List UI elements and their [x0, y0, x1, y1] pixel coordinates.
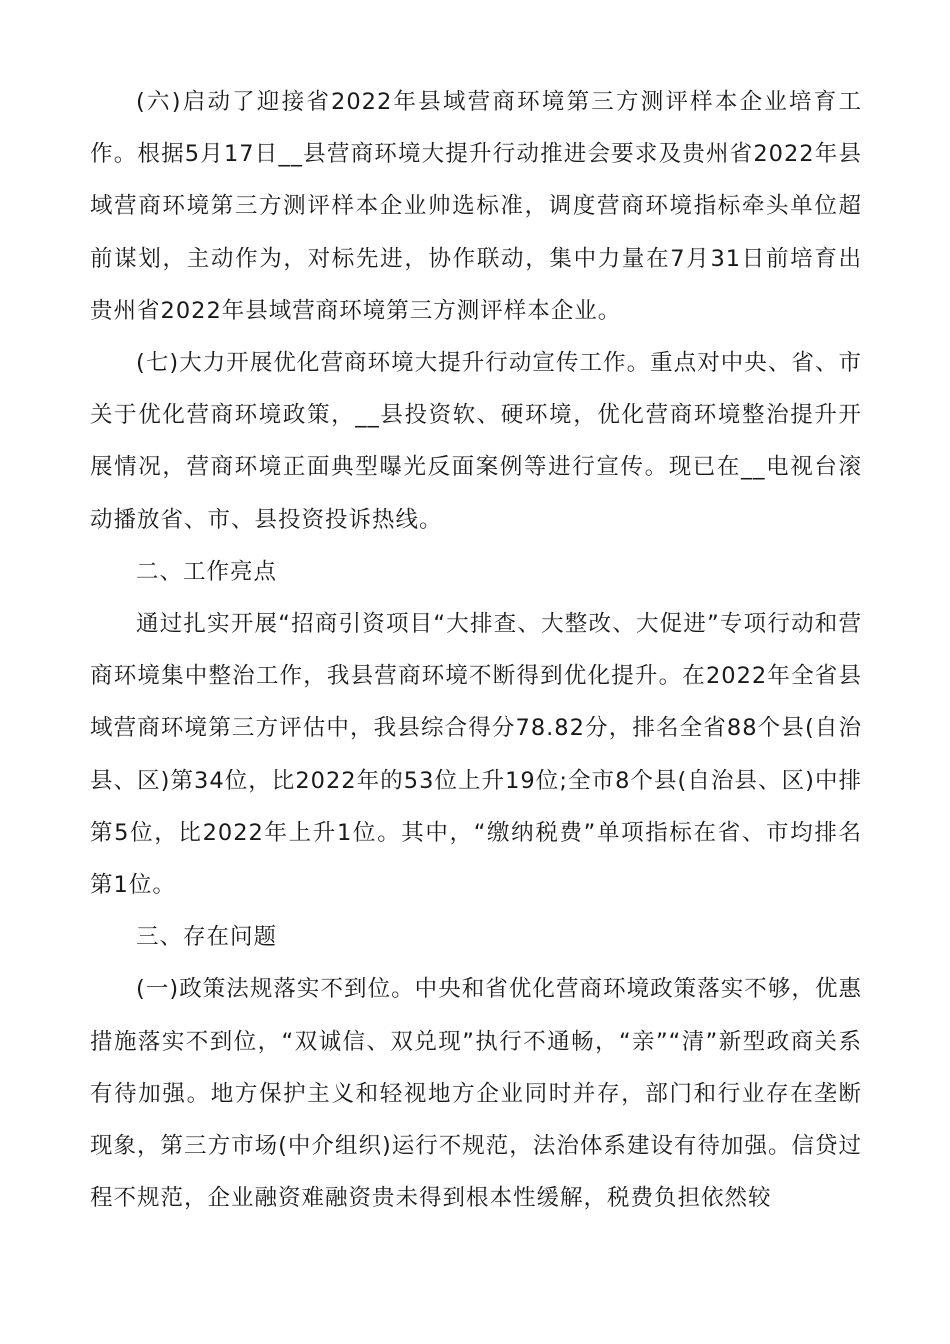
paragraph-highlights: 通过扎实开展“招商引资项目“大排查、大整改、大促进”专项行动和营商环境集中整治工作，我县营商环境不断得到优化提升。在2022年全省县域营商环境第三方评估中，我县综合得分78.82分，排名全省88个县(自治县、区)第34位，比2022年的53位上升19位;全市8个县(自治县、区)中排第5位，比2022年上升1位。其中，“缴纳税费”单项指标在省、市均排名第1位。 [90, 611, 862, 899]
paragraph-problems-1: (一)政策法规落实不到位。中央和省优化营商环境政策落实不够，优惠措施落实不到位，“双诚信、双兑现”执行不通畅，“亲”“清”新型政商关系有待加强。地方保护主义和轻视地方企业同时并存，部门和行业存在垄断现象，第三方市场(中介组织)运行不规范，法治体系建设有待加强。信贷过程不规范，企业融资难融资贵未得到根本性缓解，税费负担依然较 [90, 976, 862, 1212]
document-page [90, 76, 862, 1224]
paragraph-item-6: (六)启动了迎接省2022年县域营商环境第三方测评样本企业培育工作。根据5月17日__县营商环境大提升行动推进会要求及贵州省2022年县域营商环境第三方测评样本企业帅选标准，调度营商环境指标牵头单位超前谋划，主动作为，对标先进，协作联动，集中力量在7月31日前培育出贵州省2022年县域营商环境第三方测评样本企业。 [90, 89, 862, 324]
paragraph-item-7: (七)大力开展优化营商环境大提升行动宣传工作。重点对中央、省、市关于优化营商环境政策，__县投资软、硬环境，优化营商环境整治提升开展情况，营商环境正面典型曝光反面案例等进行宣传。现已在__电视台滚动播放省、市、县投资投诉热线。 [90, 350, 862, 533]
section-heading-highlights: 二、工作亮点 [136, 558, 278, 585]
section-heading-problems: 三、存在问题 [136, 924, 278, 951]
